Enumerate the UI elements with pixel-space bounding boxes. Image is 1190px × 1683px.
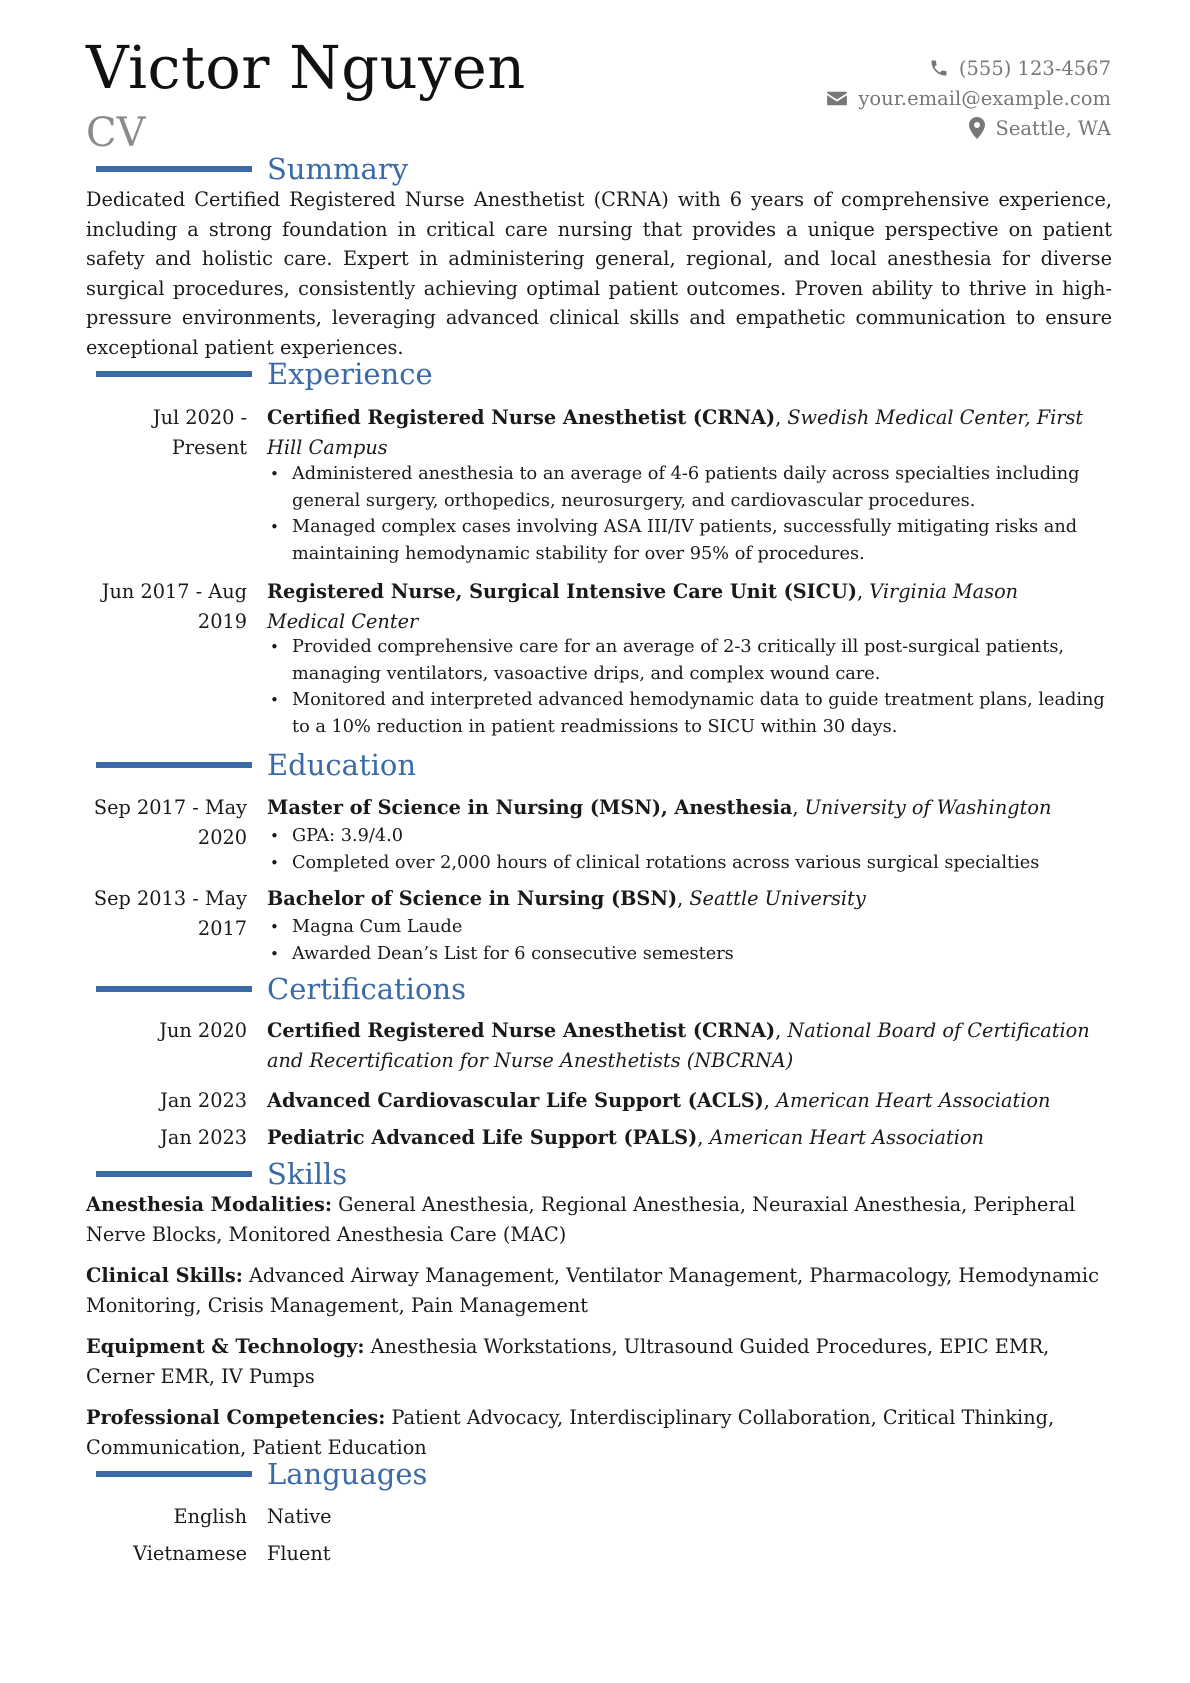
list-item: • Managed complex cases involving ASA III/IV patients, successfully mitigating risks and maintaining hemodynamic stability for over 95% of procedures. — [292, 514, 1122, 567]
skill-text: Advanced Airway Management, Ventilator Management, Pharmacology, Hemodynamic Monitoring, Crisis Management, Pain Management — [86, 1264, 1099, 1317]
education-school: Seattle University — [689, 887, 866, 910]
email-text: your.email@example.com — [858, 86, 1111, 110]
envelope-icon — [826, 89, 848, 107]
experience-org: Virginia Mason Medical Center — [267, 580, 1019, 633]
education-heading: Bachelor of Science in Nursing (BSN), Seattle University — [267, 887, 866, 910]
summary-text: Dedicated Certified Registered Nurse Anesthetist (CRNA) with 6 years of comprehensive experience, including a strong foundation in critical care nursing that provides a unique perspective on patient safety and holistic care. Expert in administering general, regional, and local anesthesia for diverse surgical procedures, consistently achieving optimal patient outcomes. Proven ability to thrive in high-pressure environments, leveraging advanced clinical skills and empathetic communication to ensure exceptional patient experiences. — [86, 188, 1112, 359]
certification-name: Certified Registered Nurse Anesthetist (CRNA) — [267, 1019, 776, 1042]
section-rule — [96, 371, 252, 377]
certification-entry: Certified Registered Nurse Anesthetist (CRNA), National Board of Certification and Recertification for Nurse Anesthetists (NBCRNA) — [267, 1019, 1090, 1072]
map-pin-icon — [969, 117, 985, 139]
skill-group — [86, 1403, 1112, 1462]
certification-issuer: American Heart Association — [709, 1126, 984, 1149]
section-rule — [96, 166, 252, 172]
skill-label: Anesthesia Modalities: — [86, 1193, 332, 1216]
section-rule — [96, 762, 252, 768]
list-item: • Monitored and interpreted advanced hemodynamic data to guide treatment plans, leading to a 10% reduction in patient readmissions to SICU within 30 days. — [292, 687, 1122, 740]
certification-date: Jun 2020 — [159, 1019, 247, 1042]
education-degree: Master of Science in Nursing (MSN), Anesthesia — [267, 796, 793, 819]
education-bullets — [267, 823, 1122, 876]
language-name: Vietnamese — [133, 1542, 247, 1565]
education-bullets — [267, 914, 1122, 967]
section-title-languages: Languages — [267, 1457, 428, 1491]
skill-text: General Anesthesia, Regional Anesthesia, Neuraxial Anesthesia, Peripheral Nerve Blocks, Monitored Anesthesia Care (MAC) — [86, 1193, 1076, 1246]
skill-group — [86, 1261, 1112, 1320]
section-rule — [96, 1171, 252, 1177]
section-title-education: Education — [267, 748, 417, 782]
experience-role: Registered Nurse, Surgical Intensive Care Unit (SICU) — [267, 580, 857, 603]
certification-name: Advanced Cardiovascular Life Support (ACLS) — [267, 1089, 764, 1112]
education-date: Sep 2013 - May 2017 — [93, 887, 247, 940]
location-text: Seattle, WA — [995, 116, 1111, 140]
education-heading: Master of Science in Nursing (MSN), Anesthesia, University of Washington — [267, 796, 1052, 819]
contact-location — [826, 113, 1111, 143]
experience-heading: Certified Registered Nurse Anesthetist (CRNA), Swedish Medical Center, First Hill Campus — [267, 406, 1084, 459]
list-item: • Administered anesthesia to an average of 4-6 patients daily across specialties including general surgery, orthopedics, neurosurgery, and cardiovascular procedures. — [292, 461, 1122, 514]
certification-entry: Pediatric Advanced Life Support (PALS), American Heart Association — [267, 1126, 984, 1149]
person-name: Victor Nguyen — [86, 33, 526, 102]
experience-bullets — [267, 634, 1122, 740]
education-school: University of Washington — [804, 796, 1052, 819]
experience-heading: Registered Nurse, Surgical Intensive Care Unit (SICU), Virginia Mason Medical Center — [267, 580, 1019, 633]
certification-issuer: National Board of Certification and Recertification for Nurse Anesthetists (NBCRNA) — [267, 1019, 1090, 1072]
skill-group — [86, 1190, 1112, 1249]
experience-date: Jun 2017 - Aug 2019 — [101, 580, 247, 633]
section-title-summary: Summary — [267, 152, 409, 186]
certification-date: Jan 2023 — [160, 1089, 247, 1112]
skill-label: Professional Competencies: — [86, 1406, 386, 1429]
section-title-certifications: Certifications — [267, 972, 466, 1006]
skill-text: Anesthesia Workstations, Ultrasound Guided Procedures, EPIC EMR, Cerner EMR, IV Pumps — [86, 1335, 1050, 1388]
phone-text: (555) 123-4567 — [958, 56, 1111, 80]
skill-label: Clinical Skills: — [86, 1264, 243, 1287]
education-degree: Bachelor of Science in Nursing (BSN) — [267, 887, 678, 910]
section-rule — [96, 986, 252, 992]
contact-block — [826, 53, 1111, 143]
language-name: English — [173, 1505, 247, 1528]
list-item: • Completed over 2,000 hours of clinical rotations across various surgical specialties — [292, 850, 1122, 877]
list-item: • Awarded Dean’s List for 6 consecutive semesters — [292, 941, 1122, 968]
experience-date: Jul 2020 - Present — [152, 406, 247, 459]
section-title-experience: Experience — [267, 357, 433, 391]
experience-org: Swedish Medical Center, First Hill Campus — [267, 406, 1084, 459]
skill-text: Patient Advocacy, Interdisciplinary Collaboration, Critical Thinking, Communication, Patient Education — [86, 1406, 1055, 1459]
contact-email — [826, 83, 1111, 113]
experience-role: Certified Registered Nurse Anesthetist (CRNA) — [267, 406, 776, 429]
experience-bullets — [267, 461, 1122, 567]
certification-entry: Advanced Cardiovascular Life Support (ACLS), American Heart Association — [267, 1089, 1051, 1112]
contact-phone — [826, 53, 1111, 83]
section-rule — [96, 1471, 252, 1477]
list-item: • Provided comprehensive care for an average of 2-3 critically ill post-surgical patients, managing ventilators, vasoactive drips, and complex wound care. — [292, 634, 1122, 687]
list-item: • GPA: 3.9/4.0 — [292, 823, 1122, 850]
skill-group — [86, 1332, 1112, 1391]
document-subtitle: CV — [86, 110, 146, 156]
list-item: • Magna Cum Laude — [292, 914, 1122, 941]
certification-issuer: American Heart Association — [776, 1089, 1051, 1112]
language-level: Native — [267, 1505, 332, 1528]
certification-name: Pediatric Advanced Life Support (PALS) — [267, 1126, 698, 1149]
phone-icon — [929, 58, 949, 78]
language-level: Fluent — [267, 1542, 331, 1565]
skill-label: Equipment & Technology: — [86, 1335, 365, 1358]
section-title-skills: Skills — [267, 1157, 348, 1191]
education-date: Sep 2017 - May 2020 — [93, 796, 247, 849]
certification-date: Jan 2023 — [160, 1126, 247, 1149]
